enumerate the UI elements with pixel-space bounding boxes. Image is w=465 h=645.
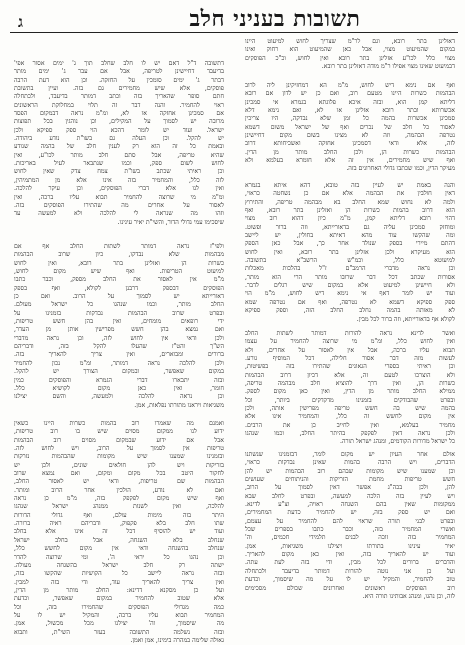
text-line: ואם נמצא בהן חשש מפרישין אותן מן העדר,	[14, 326, 224, 334]
text-line: וכן נהגו כל יראי ה', ומי שרוצה להדר	[14, 553, 224, 561]
text-line: למיעוטא כלל, וכמ"ש הרשב"א בתשובה.	[245, 257, 455, 265]
paragraph	[245, 330, 455, 447]
text-line: דהוי רובא דליתא קמן, מ"מ כיון דהוא רוב מצוי	[245, 215, 455, 223]
text-line: וכן נראה להלכה ולמעשה, והשם יצילנו	[14, 393, 224, 401]
text-line: ברורים ומבוארים, ואין צריך להאריך בזה.	[14, 351, 224, 359]
text-line: מבהמות שלא נבדקו, כיון שרוב הבהמות	[14, 251, 224, 259]
text-line: הפוסקים דבספק דרבנן לקולא, ואף בספק	[14, 284, 224, 292]
text-line: טריפות אין לסמוך על הרוב, ויש לחוש לזה.	[14, 445, 224, 453]
text-line: ואמנם מה שאמרו רוב בהמות כשרות היינו כשאין	[14, 420, 224, 427]
text-line: כשרות הן ואזלינן בתר רובא, ואין לחוש	[14, 259, 224, 267]
text-line: וכן ראיתי בספרי הגאונים שהתירו בזה בפשיטות,	[245, 363, 455, 371]
text-line: לקולא אף בדאורייתא, וזה ברור לכל מבין.	[356, 315, 455, 323]
text-line: אם סמכינן אחזקה או לא, ומ"מ נראה דבמקום הפסד	[14, 110, 224, 118]
text-line: דבתר ג' ימים סומכין על החזקה. וכן הוא דעת הרבה	[14, 76, 224, 84]
text-line: דתשובה ד"ל דאם יש לו חלב שחלב תוך ג' ימים אסור אפי'	[14, 60, 224, 67]
text-line: מרובה יש לסמוך על המקילים, וכן נוהגין בכל תפוצות	[14, 118, 224, 126]
text-line: לעשות מזה דבר אסור חלילה, דכל המוסיף גורע.	[245, 355, 455, 363]
text-line: אכשרותא ובתר רובא אזלינן או לא, ואם נימא דלא	[245, 107, 455, 115]
text-line: ובפרט שרוב הבהמות נבדקות בזמנינו על	[14, 309, 224, 317]
text-line: וכן שמענו שיש מקומות שבהם רוב הבהמות יש להן	[245, 467, 455, 475]
text-line: ואין לחוש כלל, ומ"מ מי שרוצה להחמיר על עצמו	[245, 338, 455, 346]
text-line: היתר בזה מימות עולם, ואף גדולי הדורות	[14, 511, 224, 519]
text-line: סמכינן אכשרות בהמה כל זמן שלא נבדקה, היו צריכין	[245, 115, 455, 123]
text-line: לזה, אלא ודאי דסמכינן אחזקה ואשכיחותא דרוב	[245, 140, 455, 148]
running-title: תשובות בעניני חלב	[189, 6, 361, 32]
text-line: הבהמות שם טריפות, ודאי יש לאסור החלב,	[14, 478, 224, 486]
text-line: ישראל. ועוד יש לומר דהכא הוי ספק ספיקא ולכן	[14, 126, 224, 134]
text-line: גאולה שלימה במהרה בימינו, אמן ואמן.	[130, 636, 224, 644]
text-line: דאולינן בתר רובא, וגם לר"מ שצריך לחוש למיעוט היינו	[245, 38, 455, 45]
text-line: ממקומות שאין בהם השגחה ראויה, וצ"ע לדינא.	[245, 501, 455, 509]
text-line: לחוש לשום ספק, וכמו שנתבאר לעיל באריכות.	[14, 160, 224, 168]
text-line: ולא הוצרכו לטעם זה, אלא דכיון דרוב הבהמות	[245, 371, 455, 379]
text-line: הבהמות כשרות הן, ולכן החלב מותר מן הדין.	[245, 148, 455, 156]
text-line: ספק ספיקא דשמא לא נטרפה, ואף אם נטרפה שמא	[245, 298, 455, 306]
text-line: הוא מעיקרא ולכן אזלינן בתר רובא, ואין לחוש	[245, 248, 455, 256]
text-line: חומר, ואין כאן מקום לקושיא כלל.	[14, 384, 224, 392]
text-line: הש"ך והט"ז שהעלו להקל בזה, ודבריהם	[14, 343, 224, 351]
text-line: אין מקום לחשש זה כלל, והמחמיר אינו אלא	[245, 413, 455, 421]
text-line: המחמיר תבוא עליו ברכה, והמקיל יש לו על	[14, 611, 224, 619]
text-line: לזה, וכן נהגו, ומנהג אבותינו תורה היא.	[362, 592, 455, 600]
text-line: וזהו מה שנראה לי להלכה ולא למעשה עד	[14, 210, 224, 218]
paragraph	[245, 451, 455, 601]
text-line: כמה מגדולי הפוסקים שהחמירו בזה, וכל	[14, 603, 224, 611]
text-line: המחמיר בזה זוכה לבנים תלמידי חכמים, וה'	[245, 534, 455, 542]
text-line: ידי רופאים מומחים, ואין בהן חשש טריפות,	[14, 318, 224, 326]
text-line: ולפי"ז נראה דמותר לשתות החלב אף אם	[14, 243, 224, 250]
text-line: ולכן ודאי אין לחוש לזה, וכן נראה מדברי	[14, 334, 224, 342]
text-line: כשרות הן, ואין דרך להוציא חלב מבהמה טריפה,	[245, 380, 455, 388]
text-line: טוב להחמיר, והמקיל יש לו על מה שיסמוך, וכדעת	[245, 576, 455, 584]
text-column-right	[245, 38, 455, 600]
text-line: ולמה לא נחוש שמא החלב בא מבהמה טריפה, והתירוץ	[245, 198, 455, 206]
text-line: ואשר לדינא נראה להורות דמותר לשתות החלב	[245, 330, 455, 337]
text-line: ומה שהקשו עוד מהא דאיתא בחולין, יש ליישב	[245, 232, 455, 240]
text-line: בזריקות ויש להן חולאים שונים, ולכן יש	[14, 461, 224, 469]
text-line: ובזה יתבארו דברי הגמרא והפוסקים כמין	[14, 376, 224, 384]
text-line: יאיר עינינו בתורתו ויצילנו משגיאות, אמן.	[245, 542, 455, 550]
text-line: לאסור כל חלב של נכרים ואף של ישראל משום דשמא	[245, 123, 455, 131]
paragraph	[14, 60, 224, 227]
text-line: שנחלב בלא השגחה, אבל בחלב ישראל	[14, 536, 224, 544]
text-line: ולכן להלכה נראה דמותר, ומ"מ נכון להחמיר	[14, 359, 224, 367]
text-line: דאורייתא יש לסמוך על הרוב. ואם כן	[14, 293, 224, 301]
paragraph	[14, 420, 224, 645]
text-line: ואם יש ספק בזה, יש להחמיר כדעת המחמירים,	[245, 509, 455, 517]
text-line: להן, ולכן בכה"ג אפשר דאין לסמוך על הרוב,	[245, 484, 455, 492]
text-line: דאין חולבין את הבהמה אלא אם כן נשחטה כראוי,	[245, 190, 455, 198]
text-line: לא מאותה בהמה נחלב החלב הזה, וספק ספיקא	[245, 307, 455, 315]
paragraph	[14, 243, 224, 410]
text-line: ועוד יש להאריך בזה, ואין כאן מקום להאריך.	[245, 551, 455, 559]
text-column-left	[14, 60, 224, 644]
text-line: אלא שטוב להחמיר במקום שאפשר, וכדעת	[14, 595, 224, 603]
paragraph	[245, 82, 455, 174]
text-line: חתם סופר שהאריך בזה וכתב דמותר בדיעבד, ולכתחלה	[14, 93, 224, 101]
text-line: ובאמת כל זה הוא רק לענין חלב של בהמה שנודע	[14, 143, 224, 151]
text-line: חשש טריפות מחמת הזריקות והניתוחים שעושים	[245, 476, 455, 484]
text-line: יש להקל. וכן העלה גם בשו"ת נודע ביהודה.	[14, 135, 224, 143]
text-line: ואשרי המחמיר בזה, וכבר כתבו בספרים שכל	[245, 526, 455, 534]
text-line: ובזה נראה ליישב כל הקושיות שהקשו בזה,	[14, 570, 224, 578]
text-line: בהמה שיש בה חשש טריפה מפרישין אותה, ולכן	[245, 405, 455, 413]
text-line: ובפרט לבני תורה שראוי להם להחמיר על עצמם,	[245, 517, 455, 525]
text-line: אסורות שכתב דכל דבר שרובו מותר הרי הוא מותר,	[245, 273, 455, 281]
text-line: ובפרט שהבודקים בזמנינו מדקדקים ביותר, וכל	[245, 396, 455, 404]
text-line: ואין לנו אלא דברי הפוסקים, וכן עיקר להלכה.	[14, 185, 224, 193]
text-line: ישתה רק חלב ישראל בהשגחה מעולה.	[14, 561, 224, 569]
text-line: להלכה, ואין לשנות ממנהג ישראל שנהגו	[14, 503, 224, 511]
text-line: ואין צריך להאריך עוד, ודי בזה למבין.	[14, 578, 224, 586]
text-line: למיעוט הטריפות. ואף שיש מקום לחוש,	[14, 268, 224, 276]
text-line: דהתם מיירי בספק שנולד אחר כך, אבל כאן הספק	[245, 240, 455, 248]
text-line: שנחלב בהשגחה ודאי אין מקום לחשש כלל,	[14, 545, 224, 553]
text-line: רוב הפוסקים ראשונים ואחרונים שכולם מסכימים	[245, 584, 455, 592]
page-number: ג	[18, 13, 23, 31]
text-line: תבוא עליו ברכה, אבל אין לאסור על אחרים, ולא	[245, 346, 455, 354]
text-line: לחקור היטב בכל מקום ומקום, ואם נמצא שרוב	[14, 470, 224, 478]
text-line: החלב מותר, וכמו שנהגו כל ישראל מעולם.	[14, 301, 224, 309]
text-line: דבמיעוט שאינו מצוי אפילו ר"מ מודה דאזלינן בתר רובא.	[321, 63, 455, 71]
text-line: הדברים, ויש הרבה בהמות שאינן נבדקות כראוי,	[245, 459, 455, 467]
text-line: מעיקר הדין, וכמו שכתבו גדולי האחרונים בזה.	[346, 165, 455, 173]
text-line: לזה כלל, והמחמיר בזה אינו אלא מן המתמיהין,	[14, 176, 224, 184]
text-line: ואף אם נימא דיש לחוש, מ"מ הא דמחזיקינן ליה לרוב	[245, 82, 455, 89]
text-line: וכן ראיתי שכתב בשו"ת צמח צדק שאין לחוש	[14, 168, 224, 176]
text-line: שתו חלב בלא פקפוק, ודבריהם ראיה ברורה.	[14, 520, 224, 528]
text-line: במקום שהמיעוט מצוי, אבל כאן שהמיעוט הוא רחוק ואינו	[245, 46, 455, 54]
text-line: ולא חיישינן למיעוט אלא במקום שיש רגלים לדבר.	[245, 282, 455, 290]
text-line: והנה באמת יש לעיין בזה טובא, דהא איתא בגמרא	[245, 182, 455, 189]
text-line: במקום שאפשר, ובמקום הצורך יש להקל.	[14, 368, 224, 376]
text-line: והדברים ברורים לכל מבין, ודי בזה לעת עתה.	[245, 559, 455, 567]
text-line: ומ"מ מי שרוצה להחמיר תבוא עליו ברכה, ואין	[14, 193, 224, 201]
text-line: ולכן נראה דאין לפקפק בהיתר החלב, וכמו שנהגו	[245, 430, 455, 438]
text-line: פוסקים, אלא שיש מחמירים גם בזה. ועיין בתשובת	[14, 85, 224, 93]
text-line: מה שיסמוך, וה' יצילנו מכל מכשול, אמן.	[14, 620, 224, 628]
text-line: ובזמנינו שמענו שיש מקומות שהבהמות נזרקות	[14, 453, 224, 461]
text-line: מ"מ אין לאסור את החלב מספק, וכבר כתבו	[14, 276, 224, 284]
text-line: ועוד יש להוסיף דכל זה אינו אלא בחלב	[14, 528, 224, 536]
text-line: משגיאות ויראנו מתורתו נפלאות, אמן.	[134, 401, 224, 409]
text-line: ואם לא נודע, הולכין אחר הרוב ומותר.	[14, 486, 224, 494]
paragraph	[245, 38, 455, 71]
paragraph	[245, 182, 455, 324]
text-line: נטרפה הבהמה, וזה לא מצינו בשום מקום דחיישינן	[245, 132, 455, 140]
text-line: לאסור על אחרים מה שהתירו הפוסקים בזה.	[14, 201, 224, 209]
text-line: ואף שיש מקום לפקפק בזה, מ"מ כן נראה	[14, 495, 224, 503]
text-line: אולם אחר העיון יש מקום לומר, דבזמנינו שנשתנו	[245, 451, 455, 458]
text-line: ראוי להחמיר. והנה דבר זה תלוי במחלוקת הראשונים	[14, 101, 224, 109]
header-rule	[10, 32, 458, 33]
text-line: ועל כן מסקנא דדינא: החלב מותר מן הדין,	[14, 586, 224, 594]
text-line: אבל אם ידוע שבמקום מסוים רוב הבהמות	[14, 436, 224, 444]
text-line: הבהמות כשרות היינו מטעם רוב, ואם כן יש לדון אם רובא	[245, 90, 455, 98]
text-line: ועל כן אני נוטה להורות דמותר בדיעבד ולכתחלה	[245, 567, 455, 575]
page-header	[0, 6, 465, 32]
text-line: הוא דרוב בהמות כשרות הן ואזלינן בתר רובא, ואף	[245, 207, 455, 215]
text-line: שיסכימו עמי גדולי הדור, והשי"ת יאיר עינינו.	[117, 218, 224, 226]
text-line: ידוע לנו ממקום מסוים שיש בו רוב טריפות,	[14, 428, 224, 436]
text-line: מחמיר בעלמא, ואין לחייב כן את הרבים.	[245, 421, 455, 429]
text-line: שהיא טריפה, אבל סתם חלב מותר לכו"ע, ואין	[14, 151, 224, 159]
text-line: ובזה נשלמה התשובה בעזר השי"ת, ותבוא	[14, 628, 224, 636]
text-line: דליתא קמן הוא, ובזה איכא פלוגתא בגמרא אי סמכינן	[245, 98, 455, 106]
text-line: ואף שיש מחמירים, אין זה אלא חומרא בעלמא ולא	[245, 157, 455, 165]
text-line: וכן נראה מדברי הרמב"ם ז"ל בהלכות מאכלות	[245, 265, 455, 273]
text-line: מצוי כלל לכו"ע אזלינן בתר רובא ואין לחוש, וכ"כ הפוסקים	[245, 54, 455, 62]
text-line: בדיעבד דחיישינן לטריפה, אבל אם עבר ג' ימים מותר	[14, 68, 224, 76]
text-line: כל ישראל מדורות הקודמים, ומנהג ישראל תורה.	[340, 438, 455, 446]
text-line: ומוחזק סמכינן עליה גם בדאורייתא, וזה ברור ופשוט.	[245, 223, 455, 231]
text-line: ויש לעיין בזה הלכה למעשה, ובפרט לחלב שבא	[245, 492, 455, 500]
text-line: ממילא החלב מותר מן הדין, ואין כאן מקום לספק.	[245, 388, 455, 396]
text-line: ועוד יש לומר דאף אי נימא דיש לחוש, מ"מ הוי	[245, 290, 455, 298]
